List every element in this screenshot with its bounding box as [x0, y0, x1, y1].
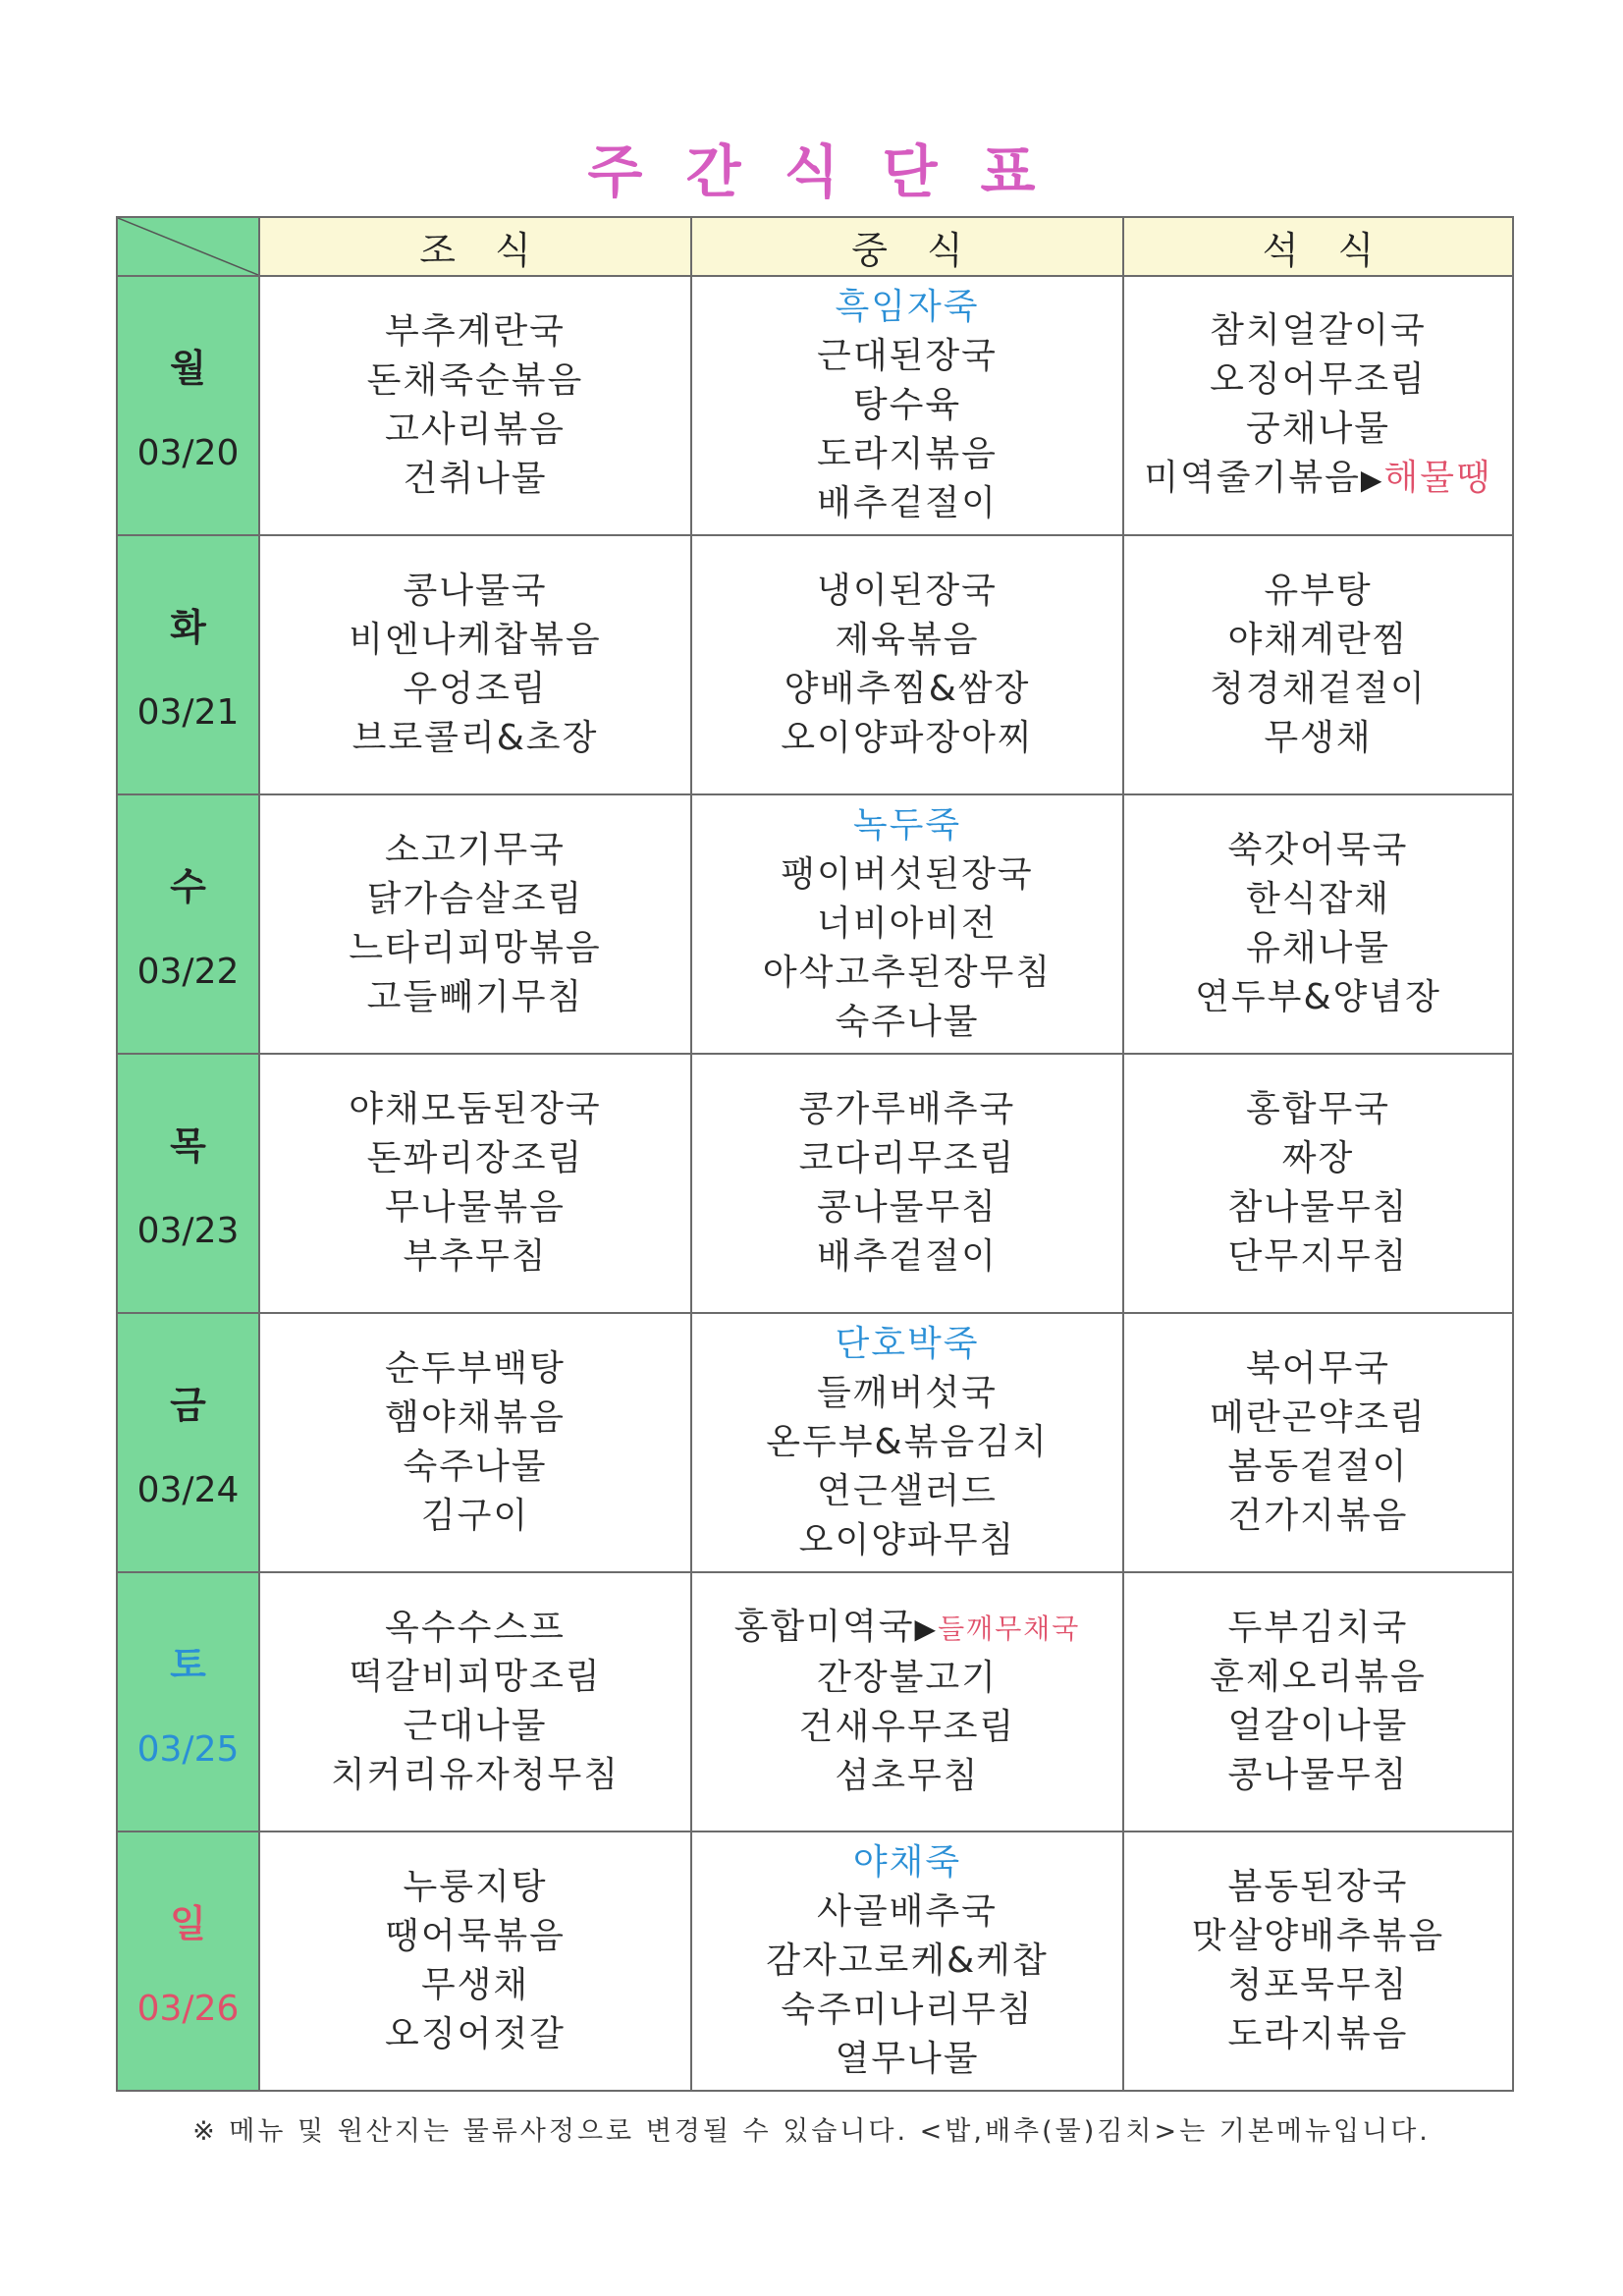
menu-item: 얼갈이나물 [1227, 1706, 1409, 1746]
menu-item: 단호박죽 [835, 1324, 980, 1364]
day-row [117, 1572, 1513, 1831]
menu-item: 온두부&볶음김치 [766, 1422, 1049, 1462]
lunch-cell [691, 794, 1123, 1054]
menu-item: 오이양파무침 [798, 1520, 1016, 1560]
menu-item: 땡어묵볶음 [385, 1916, 566, 1956]
day-date: 03/26 [136, 1989, 240, 2029]
breakfast-cell [259, 794, 691, 1054]
day-name: 수 [170, 865, 206, 908]
day-cell [117, 1831, 259, 2091]
menu-item: 코다리무조림 [798, 1138, 1016, 1178]
menu-item: 콩나물무침 [1227, 1755, 1409, 1795]
menu-item: 돈꽈리장조림 [366, 1138, 584, 1178]
day-row [117, 1054, 1513, 1313]
menu-item: 연근샐러드 [817, 1471, 998, 1511]
dinner-cell [1123, 1313, 1513, 1572]
menu-item: 연두부&양념장 [1195, 977, 1441, 1017]
menu-item: 닭가슴살조림 [366, 879, 584, 919]
menu-item-alternate: 들깨무채국 [938, 1613, 1081, 1645]
menu-item: 짜장 [1281, 1138, 1355, 1178]
header-breakfast: 조식 [259, 217, 691, 276]
menu-item: 우엉조림 [403, 669, 548, 709]
day-cell [117, 1054, 259, 1313]
menu-item: 참치얼갈이국 [1210, 310, 1427, 351]
menu-item: 참나물무침 [1227, 1187, 1409, 1228]
menu-item: 단무지무침 [1227, 1236, 1409, 1277]
menu-item: 양배추찜&쌈장 [784, 669, 1031, 709]
menu-item: 옥수수스프 [385, 1608, 566, 1648]
menu-item: 숙주나물 [403, 1447, 548, 1487]
menu-item-with-alternate [1124, 454, 1512, 505]
menu-item: 무생채 [420, 1965, 530, 2005]
menu-item: 감자고로케&케찹 [766, 1941, 1049, 1981]
day-name: 화 [170, 606, 206, 649]
breakfast-cell [259, 535, 691, 794]
menu-item: 소고기무국 [385, 830, 566, 870]
menu-item-main: 미역줄기볶음 [1144, 458, 1361, 498]
day-name: 목 [170, 1124, 206, 1168]
header-row [117, 217, 1513, 276]
page-title: 주간식단표 [587, 138, 1079, 205]
menu-item: 탕수육 [852, 385, 962, 425]
menu-item: 봄동겉절이 [1227, 1447, 1409, 1487]
arrow-right-icon: ▶ [914, 1613, 939, 1645]
breakfast-cell [259, 1831, 691, 2091]
menu-item: 떡갈비피망조림 [349, 1657, 602, 1697]
menu-item: 제육볶음 [835, 620, 980, 660]
header-dinner: 석식 [1123, 217, 1513, 276]
menu-item: 누룽지탕 [403, 1867, 548, 1907]
menu-item: 한식잡채 [1245, 879, 1391, 919]
menu-item: 오징어무조림 [1210, 359, 1427, 400]
menu-item: 들깨버섯국 [817, 1373, 998, 1413]
menu-item: 도라지볶음 [817, 434, 998, 474]
menu-item: 부추계란국 [385, 311, 566, 352]
menu-item: 건가지볶음 [1227, 1496, 1409, 1536]
menu-item: 무나물볶음 [385, 1187, 566, 1228]
day-date: 03/22 [136, 952, 240, 992]
dinner-cell [1123, 1831, 1513, 2091]
menu-item: 비엔나케찹볶음 [349, 620, 602, 660]
menu-item: 치커리유자청무침 [330, 1755, 621, 1795]
menu-item: 섬초무침 [835, 1756, 980, 1796]
menu-item: 야채죽 [852, 1842, 962, 1883]
menu-item: 봄동된장국 [1227, 1867, 1409, 1907]
menu-item: 배추겉절이 [817, 483, 998, 523]
menu-item: 유부탕 [1264, 571, 1373, 611]
menu-item: 고들빼기무침 [366, 977, 584, 1017]
menu-item: 두부김치국 [1227, 1608, 1409, 1648]
menu-item: 훈제오리볶음 [1210, 1657, 1427, 1697]
corner-cell [117, 217, 259, 276]
header-lunch: 중식 [691, 217, 1123, 276]
day-date: 03/20 [136, 433, 240, 473]
breakfast-cell [259, 1572, 691, 1831]
menu-item: 너비아비전 [817, 903, 998, 944]
menu-item: 홍합무국 [1245, 1089, 1391, 1129]
dinner-cell [1123, 1572, 1513, 1831]
menu-item: 김구이 [420, 1496, 530, 1536]
menu-body [117, 276, 1513, 2091]
day-row [117, 794, 1513, 1054]
menu-item: 메란곤약조림 [1210, 1397, 1427, 1438]
day-date: 03/21 [136, 692, 240, 733]
dinner-cell [1123, 794, 1513, 1054]
menu-item: 궁채나물 [1245, 409, 1391, 449]
menu-item: 숙주나물 [835, 1002, 980, 1042]
menu-item: 느타리피망볶음 [349, 928, 602, 968]
menu-item: 맛살양배추볶음 [1191, 1916, 1445, 1956]
day-name: 금 [170, 1384, 206, 1427]
menu-item: 야채모둠된장국 [349, 1089, 602, 1129]
weekly-menu-table [116, 216, 1514, 2092]
breakfast-cell [259, 276, 691, 535]
menu-item: 간장불고기 [817, 1658, 998, 1698]
menu-item: 무생채 [1264, 718, 1373, 758]
day-date: 03/23 [136, 1211, 240, 1251]
diagonal-line-icon [118, 218, 258, 275]
lunch-cell [691, 1313, 1123, 1572]
day-cell [117, 1313, 259, 1572]
menu-item: 콩나물무침 [817, 1187, 998, 1228]
lunch-cell [691, 276, 1123, 535]
menu-item: 냉이된장국 [817, 571, 998, 611]
menu-item: 청포묵무침 [1227, 1965, 1409, 2005]
menu-item: 햄야채볶음 [385, 1397, 566, 1438]
arrow-right-icon: ▶ [1360, 464, 1384, 496]
menu-item: 콩나물국 [403, 571, 548, 611]
day-row [117, 535, 1513, 794]
breakfast-cell [259, 1313, 691, 1572]
menu-item: 숙주미나리무침 [781, 1990, 1034, 2030]
menu-item: 아삭고추된장무침 [762, 953, 1053, 993]
lunch-cell [691, 535, 1123, 794]
day-cell [117, 276, 259, 535]
lunch-cell [691, 1054, 1123, 1313]
lunch-cell [691, 1831, 1123, 2091]
menu-item: 북어무국 [1245, 1348, 1391, 1389]
menu-item-with-alternate [692, 1603, 1122, 1654]
day-row [117, 1831, 1513, 2091]
breakfast-cell [259, 1054, 691, 1313]
day-cell [117, 794, 259, 1054]
menu-item: 도라지볶음 [1227, 2014, 1409, 2054]
menu-item: 열무나물 [835, 2039, 980, 2079]
day-cell [117, 535, 259, 794]
menu-item: 야채계란찜 [1227, 620, 1409, 660]
day-name: 토 [170, 1643, 206, 1686]
menu-item: 브로콜리&초장 [352, 718, 599, 758]
menu-item: 콩가루배추국 [798, 1089, 1016, 1129]
menu-item: 쑥갓어묵국 [1227, 830, 1409, 870]
day-row [117, 1313, 1513, 1572]
day-date: 03/25 [136, 1729, 240, 1770]
day-name: 월 [170, 347, 206, 390]
menu-item: 팽이버섯된장국 [781, 854, 1034, 895]
menu-item: 고사리볶음 [385, 410, 566, 450]
dinner-cell [1123, 535, 1513, 794]
menu-item: 청경채겉절이 [1210, 669, 1427, 709]
menu-item: 오이양파장아찌 [781, 718, 1034, 758]
day-date: 03/24 [136, 1470, 240, 1510]
menu-item: 유채나물 [1245, 928, 1391, 968]
day-cell [117, 1572, 259, 1831]
menu-item: 돈채죽순볶음 [366, 360, 584, 401]
menu-item: 흑임자죽 [835, 287, 980, 327]
menu-item: 순두부백탕 [385, 1348, 566, 1389]
menu-item: 건취나물 [403, 459, 548, 499]
menu-item: 사골배추국 [817, 1891, 998, 1932]
menu-item: 배추겉절이 [817, 1236, 998, 1277]
menu-item: 녹두죽 [852, 805, 962, 846]
dinner-cell [1123, 276, 1513, 535]
dinner-cell [1123, 1054, 1513, 1313]
menu-item: 근대나물 [403, 1706, 548, 1746]
menu-item: 근대된장국 [817, 336, 998, 376]
menu-item: 오징어젓갈 [385, 2014, 566, 2054]
footer-note: ※ 메뉴 및 원산지는 물류사정으로 변경될 수 있습니다. <밥,배추(물)김치>는 기본메뉴입니다. [192, 2116, 1431, 2147]
menu-item: 부추무침 [403, 1236, 548, 1277]
menu-item: 건새우무조림 [798, 1707, 1016, 1747]
day-name: 일 [170, 1902, 206, 1945]
menu-item-alternate: 해물땡 [1383, 458, 1492, 498]
lunch-cell [691, 1572, 1123, 1831]
day-row [117, 276, 1513, 535]
menu-item-main: 홍합미역국 [733, 1607, 915, 1647]
